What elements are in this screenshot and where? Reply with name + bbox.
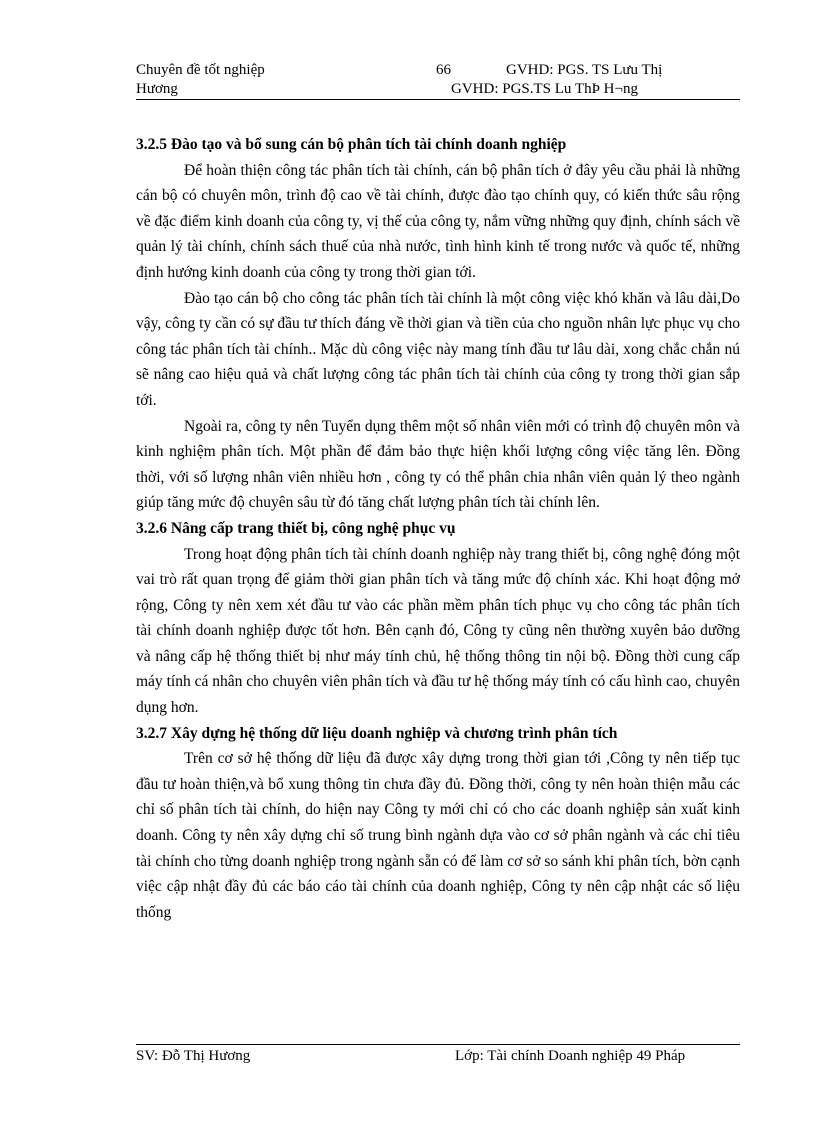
paragraph: Đào tạo cán bộ cho công tác phân tích tài chính là một công việc khó khăn và lâu dài,Do vậy, công ty cần có sự đầu tư thích đáng về thời gian và tiền của cho nguồn nhân lực phục vụ cho công tác phân tích tài chính.. Mặc dù công việc này mang tính đầu tư lâu dài, xong chắc chắn nú sẽ nâng cao hiệu quả và chất lượng công tác phân tích tài chính của công ty trong thời gian sắp tới. bbox=[136, 289, 740, 409]
section-heading-3-2-5: 3.2.5 Đào tạo và bổ sung cán bộ phân tích tài chính doanh nghiệp bbox=[136, 136, 567, 153]
header-page-number: 66 bbox=[436, 62, 451, 78]
paragraph: Trên cơ sở hệ thống dữ liệu đã được xây dựng trong thời gian tới ,Công ty nên tiếp tục đầu tư hoàn thiện,và bổ xung thông tin chưa đầy đủ. Đồng thời, công ty nên hoàn thiện mẫu các chỉ số phân tích tài chính, do hiện nay Công ty mới chỉ có cho các doanh nghiệp sản xuất kinh doanh. Công ty nên xây dựng chỉ số trung bình ngành dựa vào cơ sở phân ngành và các chỉ tiêu tài chính cho từng doanh nghiệp trong ngành sẵn có để làm cơ sở so sánh khi phân tích, bờn cạnh việc cập nhật đầy đủ các báo cáo tài chính của doanh nghiệp, Công ty nên cập nhật các số liệu thống bbox=[136, 750, 740, 921]
footer-student: SV: Đỗ Thị Hương bbox=[136, 1048, 251, 1064]
header-doc-type: Chuyên đề tốt nghiệp bbox=[136, 62, 265, 78]
header-name-continued: Hương bbox=[136, 81, 178, 97]
body-content bbox=[136, 132, 740, 925]
paragraph: Trong hoạt động phân tích tài chính doanh nghiệp này trang thiết bị, công nghệ đóng một vai trò rất quan trọng để giảm thời gian phân tích và tăng mức độ chính xác. Khi hoạt động mở rộng, Công ty nên xem xét đầu tư vào các phần mềm phân tích phục vụ cho công tác phân tích tài chính doanh nghiệp được tốt hơn. Bên cạnh đó, Công ty cũng nên thường xuyên bảo dưỡng và nâng cấp hệ thống thiết bị như máy tính chủ, hệ thống thông tin nội bộ. Đồng thời cung cấp máy tính cá nhân cho chuyên viên phân tích và đầu tư hệ thống máy tính có cấu hình cao, chuyên dụng hơn. bbox=[136, 545, 740, 717]
footer-class: Lớp: Tài chính Doanh nghiệp 49 Pháp bbox=[455, 1048, 686, 1064]
section-heading-3-2-7: 3.2.7 Xây dựng hệ thống dữ liệu doanh nghiệp và chương trình phân tích bbox=[136, 724, 618, 742]
paragraph: Để hoàn thiện công tác phân tích tài chính, cán bộ phân tích ở đây yêu cầu phải là những cán bộ có chuyên môn, trình độ cao về tài chính, được đào tạo chính quy, có kiến thức sâu rộng về đặc điểm kinh doanh của công ty, vị thế của công ty, nắm vững những quy định, chính sách về quản lý tài chính, chính sách thuế của nhà nước, tình hình kinh tế trong nước và quốc tế, những định hướng kinh doanh của công ty trong thời gian tới. bbox=[136, 161, 740, 281]
header-advisor: GVHD: PGS. TS Lưu Thị bbox=[506, 62, 663, 78]
footer-rule bbox=[136, 1044, 740, 1045]
section-heading-3-2-6: 3.2.6 Nâng cấp trang thiết bị, công nghệ phục vụ bbox=[136, 519, 456, 537]
paragraph: Ngoài ra, công ty nên Tuyển dụng thêm một số nhân viên mới có trình độ chuyên môn và kinh nghiệm phân tích. Một phần để đảm bảo thực hiện khối lượng công việc tăng lên. Đồng thời, với số lượng nhân viên nhiều hơn , công ty có thể phân chia nhân viên quản lý theo ngành giúp tăng mức độ chuyên sâu từ đó tăng chất lượng phân tích tài chính lên. bbox=[136, 417, 740, 512]
header-advisor-legacy: GVHD: PGS.TS Lu ThÞ H¬ng bbox=[451, 81, 638, 97]
header-rule bbox=[136, 99, 740, 100]
